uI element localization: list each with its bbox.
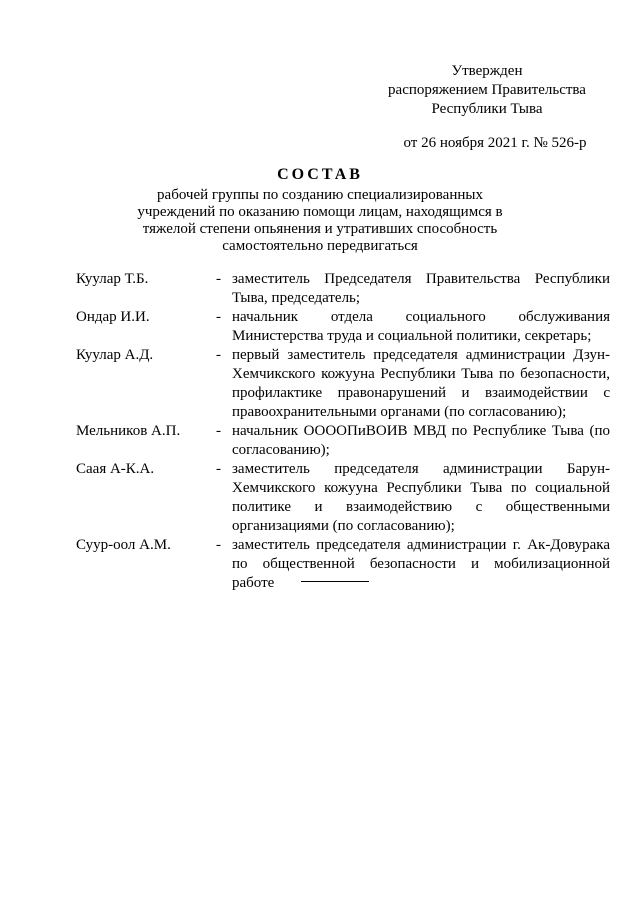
document-title: СОСТАВ	[277, 166, 363, 183]
member-dash: -	[216, 423, 221, 439]
member-row	[76, 460, 610, 536]
member-row	[76, 536, 610, 593]
member-role: начальник отдела социального обслуживания Министерства труда и социальной политики, секретарь;	[232, 309, 610, 344]
member-dash: -	[216, 461, 221, 477]
approval-line: распоряжением Правительства	[388, 82, 586, 98]
member-dash: -	[216, 309, 221, 325]
member-dash: -	[216, 347, 221, 363]
member-name: Суур-оол А.М.	[76, 537, 171, 553]
approval-line: Утвержден	[451, 63, 523, 79]
member-role: заместитель Председателя Правительства Республики Тыва, председатель;	[232, 271, 610, 306]
member-name: Саая А-К.А.	[76, 461, 155, 477]
approval-block	[372, 62, 602, 119]
document-subtitle: рабочей группы по созданию специализированных учреждений по оказанию помощи лицам, находящимся в тяжелой степени опьянения и утративших способность самостоятельно передвигаться	[137, 187, 503, 254]
member-name: Куулар А.Д.	[76, 347, 154, 363]
member-row	[76, 308, 610, 346]
approval-date: от 26 ноября 2021 г. № 526-р	[403, 135, 587, 151]
member-role: начальник ОООOПиВОИВ МВД по Республике Тыва (по согласованию);	[232, 423, 610, 458]
member-role: первый заместитель председателя администрации Дзун-Хемчикского кожууна Республики Тыва по безопасности, профилактике правонарушений и взаимодействии с правоохранительными органами (по согласованию);	[232, 347, 610, 420]
member-role: заместитель председателя администрации Барун-Хемчикского кожууна Республики Тыва по социальной политике и взаимодействию с общественными организациями (по согласованию);	[232, 461, 610, 534]
approval-line: Республики Тыва	[431, 101, 543, 117]
member-row	[76, 270, 610, 308]
member-dash: -	[216, 271, 221, 287]
member-name: Ондар И.И.	[76, 309, 150, 325]
member-name: Куулар Т.Б.	[76, 271, 149, 287]
members-list	[76, 270, 610, 593]
member-row	[76, 422, 610, 460]
member-dash: -	[216, 537, 221, 553]
member-row	[76, 346, 610, 422]
end-divider	[301, 581, 369, 582]
member-name: Мельников А.П.	[76, 423, 181, 439]
member-role: заместитель председателя администрации г. Ак-Довурака по общественной безопасности и мобилизационной работе	[232, 537, 610, 591]
